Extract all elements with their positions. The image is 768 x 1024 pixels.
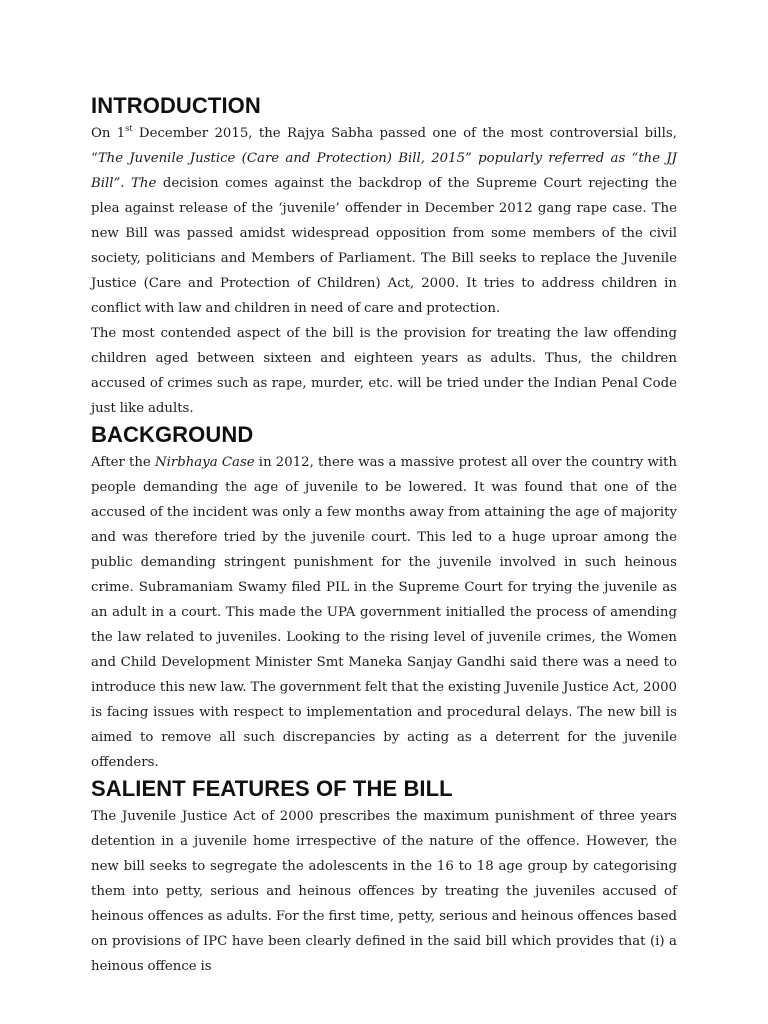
salient-features-heading: SALIENT FEATURES OF THE BILL xyxy=(91,776,453,801)
introduction-paragraph-2: The most contended aspect of the bill is the provision for treating the law offending children aged between sixteen and eighteen years as adults. Thus, the children accused of crimes such as rape, murder, etc. will be tried under the Indian Penal Code just like adults. xyxy=(91,326,677,416)
bg-p1-case-name: Nirbhaya Case xyxy=(154,455,255,470)
bg-p1-text-a: After the xyxy=(91,455,155,470)
intro-p1-bill-title: The Juvenile Justice (Care and Protection) Bill, 2015” popularly referred as “the JJ Bill”. The xyxy=(91,151,677,191)
introduction-paragraph-1 xyxy=(91,121,677,321)
bg-p1-text-b: in 2012, there was a massive protest all over the country with people demanding the age of juvenile to be lowered. It was found that one of the accused of the incident was only a few months away from attaining the age of majority and was therefore tried by the juvenile court. This led to a huge uproar among the public demanding stringent punishment for the juvenile involved in such heinous crime. Subramaniam Swamy filed PIL in the Supreme Court for trying the juvenile as an adult in a court. This made the UPA government initialled the process of amending the law related to juveniles. Looking to the rising level of juvenile crimes, the Women and Child Development Minister Smt Maneka Sanjay Gandhi said there was a need to introduce this new law. The government felt that the existing Juvenile Justice Act, 2000 is facing issues with respect to implementation and procedural delays. The new bill is aimed to remove all such discrepancies by acting as a deterrent for the juvenile offenders. xyxy=(91,455,677,770)
intro-p1-superscript: st xyxy=(125,124,133,133)
background-heading: BACKGROUND xyxy=(91,422,254,447)
introduction-heading: INTRODUCTION xyxy=(91,93,261,118)
intro-p1-text-b: December 2015, the Rajya Sabha passed one of the most controversial bills, “ xyxy=(91,126,677,166)
salient-features-paragraph-1: The Juvenile Justice Act of 2000 prescribes the maximum punishment of three years detention in a juvenile home irrespective of the nature of the offence. However, the new bill seeks to segregate the adolescents in the 16 to 18 age group by categorising them into petty, serious and heinous offences by treating the juveniles accused of heinous offences as adults. For the first time, petty, serious and heinous offences based on provisions of IPC have been clearly defined in the said bill which provides that (i) a heinous offence is xyxy=(91,809,677,974)
intro-p1-text-c: decision comes against the backdrop of the Supreme Court rejecting the plea against release of the ‘juvenile’ offender in December 2012 gang rape case. The new Bill was passed amidst widespread opposition from some members of the civil society, politicians and Members of Parliament. The Bill seeks to replace the Juvenile Justice (Care and Protection of Children) Act, 2000. It tries to address children in conflict with law and children in need of care and protection. xyxy=(91,176,677,316)
background-paragraph-1 xyxy=(91,450,677,775)
intro-p1-text-a: On 1 xyxy=(91,126,126,141)
document-page xyxy=(91,92,677,979)
